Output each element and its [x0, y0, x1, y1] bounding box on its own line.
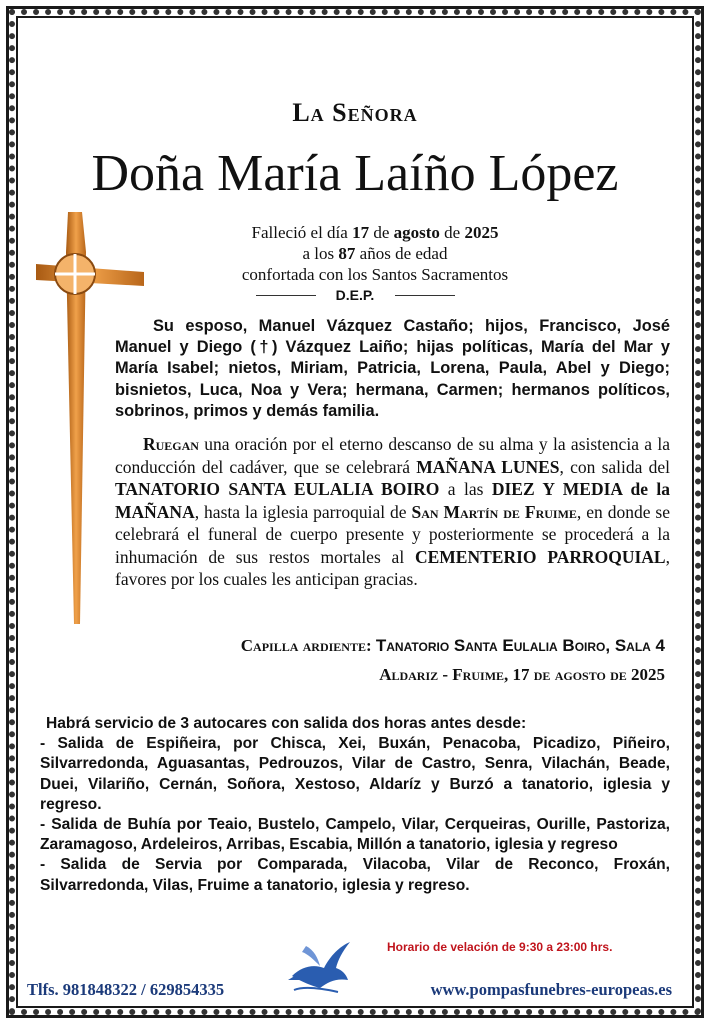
bus-route-1: - Salida de Espiñeira, por Chisca, Xei, Buxán, Penacoba, Picadizo, Piñeiro, Silvarredonda, Aguasantas, Pedrouzos, Vilar de Castro, Senra, Vilachán, Beade, Duei, Vilariño, Cernán, Soñora, Xestoso, Aldaríz y Burzó a tanatorio, iglesia y regreso.	[40, 735, 670, 813]
dep-label: D.E.P.	[335, 287, 375, 303]
death-date-line: Falleció el día 17 de agosto de 2025	[251, 223, 499, 242]
deceased-name: Doña María Laíño López	[91, 145, 619, 202]
ceremony-paragraph: Ruegan una oración por el eterno descanso de su alma y la asistencia a la conducción del cadáver, que se celebrará MAÑANA LUNES, con salida del TANATORIO SANTA EULALIA BOIRO a las DIEZ Y MEDIA de la MAÑANA, hasta la iglesia parroquial de San Martín de Fruime, en donde se celebrará el funeral de cuerpo presente y posteriormente se procederá a la inhumación de sus restos mortales al CEMENTERIO PARROQUIAL, favores por los cuales les anticipan gracias.	[115, 434, 670, 589]
chapel-line	[241, 636, 665, 656]
website-link[interactable]: www.pompasfunebres-europeas.es	[430, 980, 672, 999]
bus-route-2: - Salida de Buhía por Teaio, Bustelo, Campelo, Vilar, Cerqueiras, Ourille, Pastoriza, Zaramagoso, Ardeleiros, Arribas, Escabia, Millón a tanatorio, iglesia y regreso	[40, 816, 670, 854]
sacraments-line: confortada con los Santos Sacramentos	[241, 265, 509, 284]
place-date: Aldariz - Fruime, 17 de agosto de 2025	[379, 665, 665, 684]
bus-intro: Habrá servicio de 3 autocares con salida dos horas antes desde:	[46, 715, 527, 732]
chapel-value: Tanatorio Santa Eulalia Boiro, Sala 4	[375, 636, 665, 655]
bus-route-3: - Salida de Servia por Comparada, Vilacoba, Vilar de Reconco, Froxán, Silvarredonda, Vilas, Fruime a tanatorio, iglesia y regreso.	[40, 856, 670, 894]
phone-numbers: Tlfs. 981848322 / 629854335	[27, 980, 225, 999]
family-paragraph: Su esposo, Manuel Vázquez Castaño; hijos, Francisco, José Manuel y Diego (†) Vázquez Laiño; hijas políticas, María del Mar y María Isabel; nietos, Miriam, Patricia, Lorena, Paula, Abel y Diego; bisnietos, Luca, Noa y Vera; hermana, Carmen; hermanos políticos, sobrinos, primos y demás familia.	[115, 317, 670, 420]
age-line: a los 87 años de edad	[302, 244, 448, 263]
bus-service-block	[40, 714, 670, 896]
chapel-label: Capilla ardiente:	[240, 636, 376, 655]
viewing-hours: Horario de velación de 9:30 a 23:00 hrs.	[387, 940, 613, 954]
dove-logo-icon	[284, 936, 354, 996]
honorific-title: La Señora	[292, 98, 418, 127]
